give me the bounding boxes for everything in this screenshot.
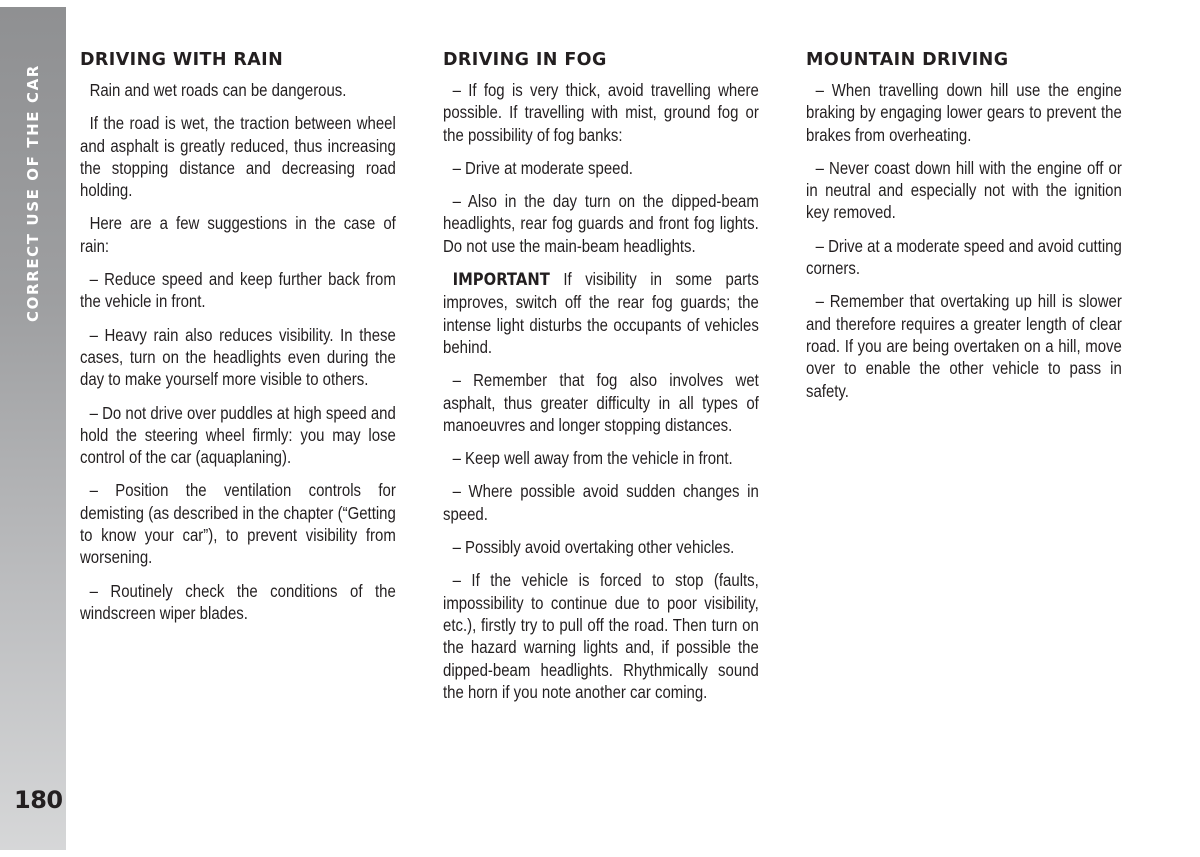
paragraph: – Routinely check the conditions of the windscreen wiper blades. (80, 580, 396, 623)
paragraph: – Reduce speed and keep further back from the vehicle in front. (80, 269, 396, 312)
heading-driving-with-rain: DRIVING WITH RAIN (80, 50, 284, 70)
important-text: If visibility in some parts improves, switch off the rear fog guards; the intense light disturbs the occupants of vehicles behind. (443, 269, 759, 357)
paragraph: – When travelling down hill use the engine braking by engaging lower gears to prevent the brakes from overheating. (806, 80, 1122, 145)
important-label: IMPORTANT (452, 270, 550, 291)
heading-mountain-driving: MOUNTAIN DRIVING (806, 50, 1009, 70)
important-paragraph (443, 268, 759, 358)
paragraph: – Drive at a moderate speed and avoid cutting corners. (806, 235, 1122, 279)
page-number: 180 (14, 786, 63, 814)
paragraph: – Remember that overtaking up hill is slower and therefore requires a greater length of clear road. If you are being overtaken on a hill, move over to enable the other vehicle to pass in safety. (806, 291, 1122, 401)
paragraph: – If the vehicle is forced to stop (faults, impossibility to continue due to poor visibility, etc.), firstly try to pull off the road. Then turn on the hazard warning lights and, if possible the dipped-beam headlights. Rhythmically sound the horn if you note another car coming. (443, 570, 759, 702)
paragraph: – Keep well away from the vehicle in front. (452, 448, 733, 469)
section-title: CORRECT USE OF THE CAR (24, 64, 42, 322)
paragraph: Rain and wet roads can be dangerous. (89, 80, 347, 100)
paragraph: – Possibly avoid overtaking other vehicles. (452, 537, 735, 558)
column-mountain (806, 50, 1122, 413)
paragraph: If the road is wet, the traction between wheel and asphalt is greatly reduced, thus increasing the stopping distance and decreasing road holding. (80, 113, 396, 201)
paragraph: – If fog is very thick, avoid travelling where possible. If travelling with mist, ground fog or the possibility of fog banks: (443, 80, 759, 145)
paragraph: – Heavy rain also reduces visibility. In these cases, turn on the headlights even during the day to make yourself more visible to others. (80, 324, 396, 390)
heading-driving-in-fog: DRIVING IN FOG (443, 50, 607, 70)
paragraph: – Remember that fog also involves wet asphalt, thus greater difficulty in all types of manoeuvres and longer stopping distances. (443, 370, 759, 435)
paragraph: – Drive at moderate speed. (452, 157, 633, 178)
column-rain (80, 50, 396, 635)
paragraph: – Also in the day turn on the dipped-beam headlights, rear fog guards and front fog lights. Do not use the main-beam headlights. (443, 191, 759, 256)
paragraph: Here are a few suggestions in the case of rain: (80, 213, 396, 256)
paragraph: – Where possible avoid sudden changes in speed. (443, 481, 759, 524)
paragraph: – Do not drive over puddles at high speed and hold the steering wheel firmly: you may lose control of the car (aquaplaning). (80, 402, 396, 468)
paragraph: – Position the ventilation controls for demisting (as described in the chapter (“Getting to know your car”), to prevent visibility from worsening. (80, 480, 396, 568)
paragraph: – Never coast down hill with the engine off or in neutral and especially not with the ignition key removed. (806, 157, 1122, 223)
sidebar-band (0, 7, 66, 850)
column-fog (443, 50, 759, 714)
